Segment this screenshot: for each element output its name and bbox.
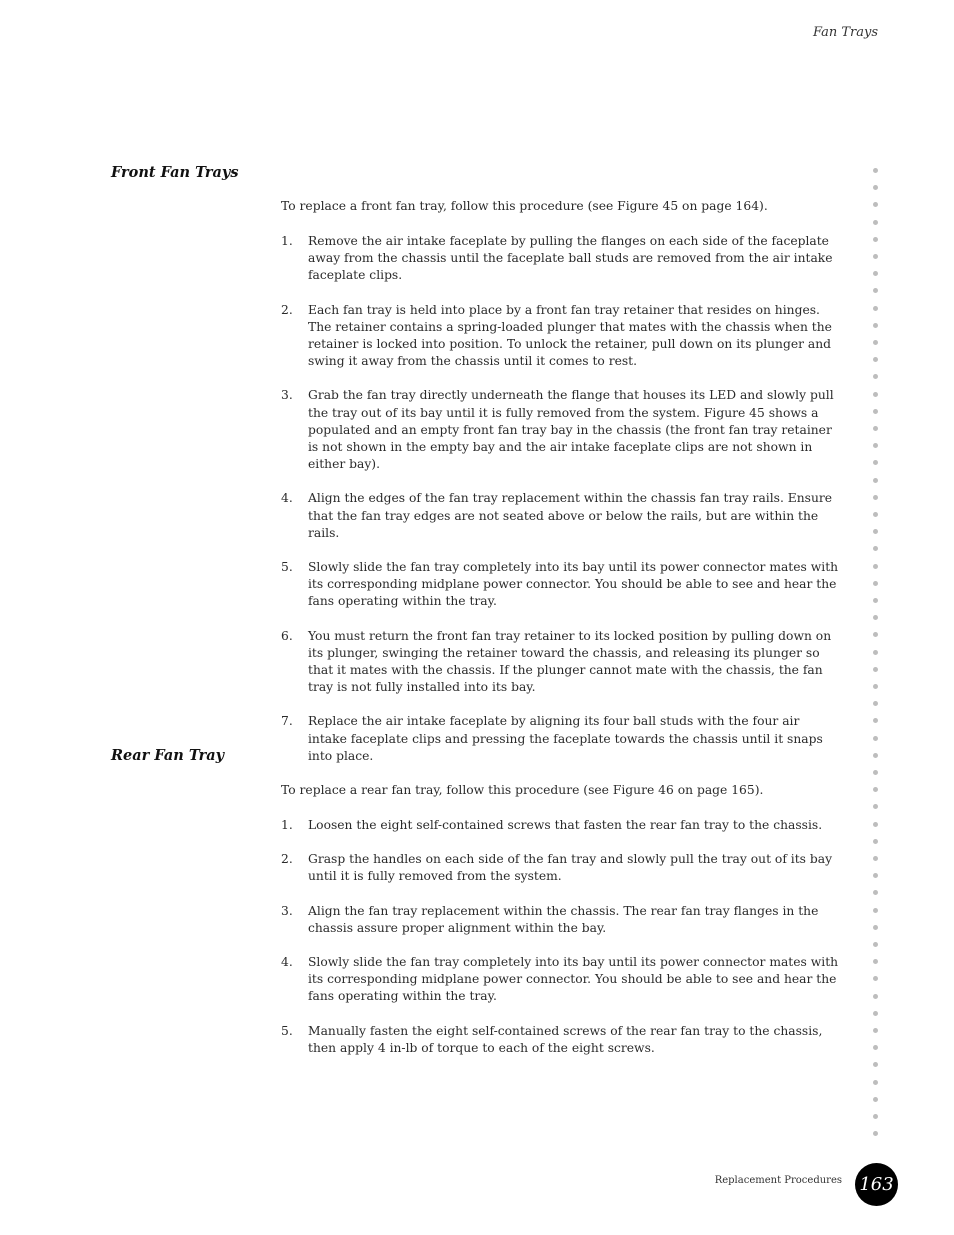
- step-text: Each fan tray is held into place by a front fan tray retainer that resides on hinges. The retainer contains a spring-loaded plunger that mates with the chassis when the retainer is locked into position. To unlock the retainer, pull down on its plunger and swing it away from the chassis until it comes to rest.: [308, 302, 832, 369]
- section-heading-front-fan-trays: Front Fan Trays: [111, 164, 239, 181]
- procedure-step: [281, 851, 839, 885]
- procedure-step: [281, 628, 839, 697]
- rail-dot: [873, 288, 878, 293]
- rail-dot: [873, 443, 878, 448]
- rail-dot: [873, 908, 878, 913]
- rail-dot: [873, 237, 878, 242]
- rail-dot: [873, 185, 878, 190]
- step-text: Replace the air intake faceplate by aligning its four ball studs with the four air intake faceplate clips and pressing the faceplate towards the chassis until it snaps into place.: [308, 714, 823, 763]
- rail-dot: [873, 512, 878, 517]
- rail-dot: [873, 753, 878, 758]
- rail-dot: [873, 1062, 878, 1067]
- rail-dot: [873, 994, 878, 999]
- rail-dot: [873, 890, 878, 895]
- procedure-step: [281, 1023, 839, 1057]
- section-body-front-fan-trays: [281, 198, 839, 782]
- step-text: Align the fan tray replacement within the chassis. The rear fan tray flanges in the chassis assure proper alignment within the bay.: [308, 903, 819, 935]
- rail-dot: [873, 409, 878, 414]
- section-intro: To replace a front fan tray, follow this procedure (see Figure 45 on page 164).: [281, 199, 768, 213]
- procedure-step: [281, 387, 839, 473]
- step-number: 5.: [281, 1023, 293, 1038]
- step-text: Align the edges of the fan tray replacement within the chassis fan tray rails. Ensure that the fan tray edges are not seated above or below the rails, but are within the rails.: [308, 491, 833, 540]
- page-number-badge: 163: [855, 1163, 898, 1206]
- rail-dot: [873, 632, 878, 637]
- rail-dot: [873, 718, 878, 723]
- running-head: Fan Trays: [812, 25, 878, 40]
- step-text: Grab the fan tray directly underneath the flange that houses its LED and slowly pull the tray out of its bay until it is fully removed from the system. Figure 45 shows a populated and an empty front fan tray bay in the chassis (the front fan tray retainer is not shown in the empty bay and the air intake faceplate clips are not shown in either bay).: [308, 388, 834, 472]
- step-text: Remove the air intake faceplate by pulling the flanges on each side of the faceplate away from the chassis until the faceplate ball studs are removed from the air intake faceplate clips.: [308, 234, 833, 283]
- rail-dot: [873, 323, 878, 328]
- rail-dot: [873, 1028, 878, 1033]
- rail-dot: [873, 1097, 878, 1102]
- step-text: Loosen the eight self-contained screws that fasten the rear fan tray to the chassis.: [308, 818, 823, 832]
- rail-dot: [873, 374, 878, 379]
- step-text: Slowly slide the fan tray completely into its bay until its power connector mates with its corresponding midplane power connector. You should be able to see and hear the fans operating within the tray.: [308, 560, 839, 609]
- procedure-step: [281, 302, 839, 371]
- step-number: 6.: [281, 628, 293, 643]
- rail-dot: [873, 942, 878, 947]
- rail-dot: [873, 271, 878, 276]
- step-number: 3.: [281, 388, 293, 403]
- rail-dot: [873, 546, 878, 551]
- rail-dot: [873, 787, 878, 792]
- rail-dot: [873, 650, 878, 655]
- procedure-step: [281, 817, 839, 834]
- rail-dot: [873, 564, 878, 569]
- rail-dot: [873, 220, 878, 225]
- rail-dot: [873, 340, 878, 345]
- rail-dot: [873, 873, 878, 878]
- procedure-step: [281, 490, 839, 542]
- procedure-step: [281, 954, 839, 1006]
- step-number: 4.: [281, 955, 293, 970]
- step-text: Manually fasten the eight self-contained screws of the rear fan tray to the chassis, then apply 4 in-lb of torque to each of the eight screws.: [308, 1023, 823, 1055]
- rail-dot: [873, 684, 878, 689]
- rail-dot: [873, 529, 878, 534]
- section-intro: To replace a rear fan tray, follow this procedure (see Figure 46 on page 165).: [281, 783, 764, 797]
- step-number: 4.: [281, 491, 293, 506]
- step-number: 1.: [281, 818, 293, 832]
- step-text: Grasp the handles on each side of the fan tray and slowly pull the tray out of its bay until it is fully removed from the system.: [308, 852, 833, 884]
- step-number: 1.: [281, 234, 293, 248]
- rail-dot: [873, 701, 878, 706]
- footer-section-title: Replacement Procedures: [714, 1175, 842, 1186]
- step-number: 2.: [281, 302, 293, 317]
- rail-dot: [873, 856, 878, 861]
- rail-dot: [873, 804, 878, 809]
- step-number: 3.: [281, 903, 293, 918]
- step-number: 7.: [281, 714, 293, 729]
- rail-dot: [873, 1131, 878, 1136]
- rail-dot: [873, 736, 878, 741]
- rail-dot: [873, 306, 878, 311]
- rail-dot: [873, 392, 878, 397]
- rail-dot: [873, 168, 878, 173]
- section-body-rear-fan-tray: [281, 782, 839, 1074]
- procedure-step: [281, 233, 839, 285]
- procedure-step: [281, 713, 839, 765]
- rail-dot: [873, 581, 878, 586]
- rail-dot: [873, 495, 878, 500]
- rail-dot: [873, 426, 878, 431]
- rail-dot: [873, 598, 878, 603]
- rail-dot: [873, 839, 878, 844]
- step-text: Slowly slide the fan tray completely into its bay until its power connector mates with its corresponding midplane power connector. You should be able to see and hear the fans operating within the tray.: [308, 955, 839, 1004]
- rail-dot: [873, 478, 878, 483]
- rail-dot: [873, 667, 878, 672]
- section-heading-rear-fan-tray: Rear Fan Tray: [111, 747, 225, 764]
- rail-dot: [873, 1011, 878, 1016]
- rail-dot: [873, 959, 878, 964]
- rail-dot: [873, 822, 878, 827]
- rail-dot: [873, 254, 878, 259]
- rail-dot: [873, 460, 878, 465]
- rail-dot: [873, 357, 878, 362]
- step-number: 5.: [281, 560, 293, 575]
- rail-dot: [873, 1080, 878, 1085]
- rail-dot: [873, 202, 878, 207]
- procedure-list: [281, 233, 839, 765]
- rail-dot: [873, 770, 878, 775]
- procedure-list: [281, 817, 839, 1057]
- rail-dot: [873, 615, 878, 620]
- step-text: You must return the front fan tray retainer to its locked position by pulling down on its plunger, swinging the retainer toward the chassis, and releasing its plunger so that it mates with the chassis. If the plunger cannot mate with the chassis, the fan tray is not fully installed into its bay.: [308, 628, 832, 695]
- rail-dot: [873, 925, 878, 930]
- rail-dot: [873, 1114, 878, 1119]
- step-number: 2.: [281, 852, 293, 867]
- procedure-step: [281, 903, 839, 937]
- procedure-step: [281, 559, 839, 611]
- rail-dot: [873, 1045, 878, 1050]
- rail-dot: [873, 976, 878, 981]
